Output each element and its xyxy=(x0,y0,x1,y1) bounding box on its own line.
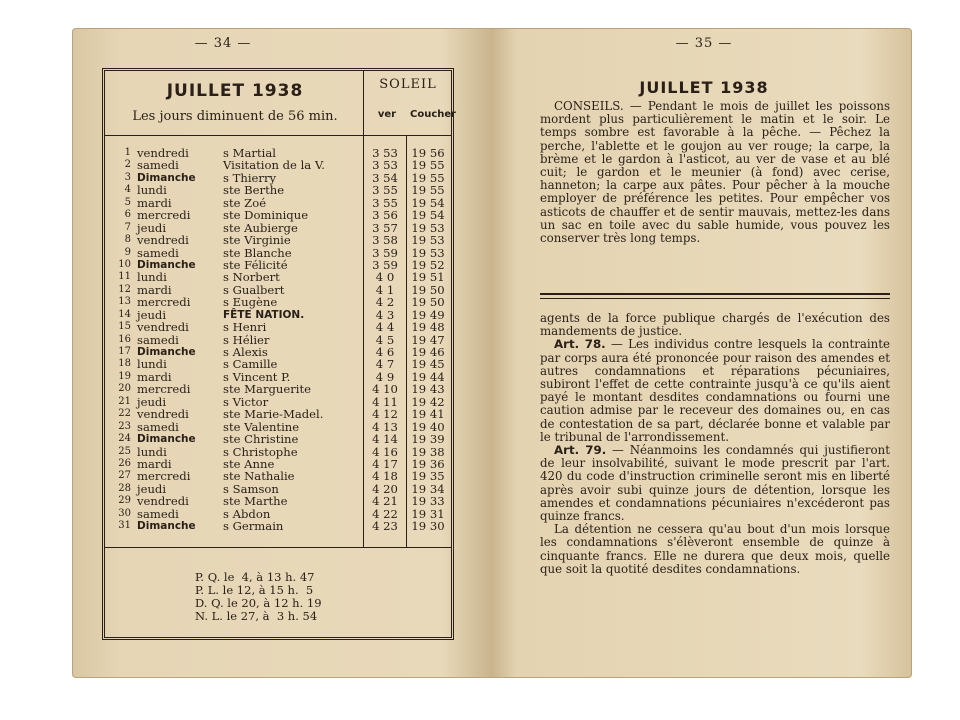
day-number: 6 xyxy=(124,209,131,221)
article-79 xyxy=(540,444,890,523)
day-number: 14 xyxy=(118,308,131,320)
sunset-time: 19 43 xyxy=(411,382,445,397)
weekday: mardi xyxy=(137,195,172,210)
sunset-time: 19 38 xyxy=(411,444,445,459)
sunrise-time: 3 58 xyxy=(372,233,398,248)
day-number: 1 xyxy=(124,147,131,158)
sunrise-time: 3 59 xyxy=(372,245,398,260)
sunrise-time: 4 3 xyxy=(375,307,395,322)
saint-name: ste Marthe xyxy=(223,494,288,509)
sunset-time: 19 44 xyxy=(411,369,445,384)
calendar-row xyxy=(105,470,451,482)
sunset-time: 19 48 xyxy=(411,320,445,335)
day-number: 19 xyxy=(118,370,131,382)
saint-name: s Abdon xyxy=(223,506,271,521)
weekday: Dimanche xyxy=(137,258,196,271)
saint-name: Visitation de la V. xyxy=(223,158,325,173)
sunset-time: 19 50 xyxy=(411,295,445,310)
day-number: 7 xyxy=(124,221,131,233)
calendar-row xyxy=(105,520,451,532)
conseils-block xyxy=(540,100,890,245)
saint-name: s Norbert xyxy=(223,270,280,285)
day-number: 8 xyxy=(124,234,131,246)
day-number: 17 xyxy=(118,346,131,357)
sunrise-time: 4 1 xyxy=(375,282,395,297)
saint-name: ste Félicité xyxy=(223,257,288,272)
sunrise-time: 4 5 xyxy=(375,332,395,347)
right-title: JUILLET 1938 xyxy=(639,78,769,97)
sunset-time: 19 55 xyxy=(411,170,445,185)
calendar-row xyxy=(105,408,451,420)
day-number: 11 xyxy=(118,271,131,283)
sunset-time: 19 52 xyxy=(411,257,445,272)
day-number: 28 xyxy=(118,482,131,494)
soleil-label: SOLEIL xyxy=(379,77,437,92)
saint-name: s Germain xyxy=(223,519,284,534)
day-number: 13 xyxy=(118,296,131,308)
day-number: 9 xyxy=(124,246,131,258)
sunrise-time: 4 2 xyxy=(375,295,395,310)
sunset-time: 19 31 xyxy=(411,506,445,521)
saint-name: FÊTE NATION. xyxy=(223,308,305,321)
art79-label: Art. 79. xyxy=(554,443,607,458)
sunrise-time: 4 4 xyxy=(375,320,395,335)
saint-name: ste Virginie xyxy=(223,233,291,248)
weekday: vendredi xyxy=(137,146,189,160)
weekday: mardi xyxy=(137,282,172,297)
saint-name: ste Nathalie xyxy=(223,469,295,484)
saint-name: ste Valentine xyxy=(223,419,300,434)
day-number: 22 xyxy=(118,408,131,420)
calendar-row xyxy=(105,234,451,246)
calendar-row xyxy=(105,159,451,171)
day-number: 16 xyxy=(118,333,131,345)
weekday: jeudi xyxy=(137,481,167,496)
weekday: samedi xyxy=(137,332,179,347)
sunset-time: 19 42 xyxy=(411,394,445,409)
sunset-time: 19 56 xyxy=(411,146,445,160)
sunrise-time: 4 10 xyxy=(372,382,398,397)
weekday: vendredi xyxy=(137,320,189,335)
day-length-note: Les jours diminuent de 56 min. xyxy=(132,109,338,124)
day-number: 15 xyxy=(118,321,131,333)
sunset-time: 19 54 xyxy=(411,208,445,223)
sunrise-time: 4 16 xyxy=(372,444,398,459)
sun-header xyxy=(363,71,457,135)
weekday: Dimanche xyxy=(137,346,196,358)
sunset-time: 19 53 xyxy=(411,233,445,248)
sunset-time: 19 46 xyxy=(411,345,445,359)
page-number-left: — 34 — xyxy=(194,36,252,51)
moon-phase-line: N. L. le 27, à 3 h. 54 xyxy=(195,609,318,623)
weekday: mercredi xyxy=(137,469,191,484)
calendar-row xyxy=(105,334,451,346)
sunrise-time: 4 14 xyxy=(372,432,398,447)
final-paragraph: La détention ne cessera qu'au bout d'un mois lorsque les condamnations s'élèveront ensemble de quinze à cinquante francs. Elle ne durera que deux mois, quelle que soit la quotité desdites condamnations. xyxy=(540,522,890,576)
saint-name: ste Blanche xyxy=(223,245,292,260)
day-number: 25 xyxy=(118,445,131,457)
sunrise-time: 3 59 xyxy=(372,257,398,272)
sunrise-time: 3 53 xyxy=(372,146,398,160)
sunset-time: 19 40 xyxy=(411,419,445,434)
day-number: 10 xyxy=(118,258,131,270)
sunset-time: 19 36 xyxy=(411,456,445,471)
calendar-row xyxy=(105,358,451,370)
weekday: lundi xyxy=(137,357,167,372)
saint-name: ste Dominique xyxy=(223,208,309,223)
sunrise-time: 4 12 xyxy=(372,407,398,422)
calendar-row xyxy=(105,383,451,395)
saint-name: s Victor xyxy=(223,394,269,409)
sunset-time: 19 34 xyxy=(411,481,445,496)
weekday: jeudi xyxy=(137,394,167,409)
sunset-time: 19 55 xyxy=(411,158,445,173)
saint-name: s Hélier xyxy=(223,332,270,347)
weekday: lundi xyxy=(137,183,167,198)
weekday: jeudi xyxy=(137,307,167,322)
weekday: Dimanche xyxy=(137,433,196,446)
weekday: samedi xyxy=(137,245,179,260)
saint-name: s Eugène xyxy=(223,295,278,310)
sunrise-time: 3 57 xyxy=(372,220,398,235)
page-number-right: — 35 — xyxy=(675,36,733,51)
day-number: 24 xyxy=(118,433,131,445)
day-number: 18 xyxy=(118,358,131,370)
weekday: jeudi xyxy=(137,220,167,235)
sunrise-time: 4 21 xyxy=(372,494,398,509)
open-almanac xyxy=(72,28,912,678)
sunset-time: 19 41 xyxy=(411,407,445,422)
saint-name: s Martial xyxy=(223,146,276,160)
art78-label: Art. 78. xyxy=(554,337,606,352)
sunset-time: 19 33 xyxy=(411,494,445,509)
art79-text: — Néanmoins les condamnés qui justifieront de leur insolvabilité, suivant le mode prescrit par l'art. 420 du code d'instruction criminelle seront mis en liberté après avoir subi quinze jours de détention, lorsque les amendes et condamnations pécuniaires n'excéderont pas quinze francs. xyxy=(540,443,890,524)
sunrise-time: 4 0 xyxy=(375,270,395,285)
day-number: 29 xyxy=(118,495,131,507)
lever-label: ver xyxy=(377,109,397,120)
weekday: vendredi xyxy=(137,494,189,509)
sunset-time: 19 30 xyxy=(411,519,445,534)
sunrise-time: 3 55 xyxy=(372,183,398,198)
weekday: Dimanche xyxy=(137,520,196,533)
sunrise-time: 4 6 xyxy=(375,345,395,359)
sunrise-time: 3 56 xyxy=(372,208,398,223)
art78-text: — Les individus contre lesquels la contrainte par corps aura été prononcée pour raison des amendes et autres condamnations et réparations pécuniaires, subiront l'effet de cette contrainte jusqu'à ce qu'ils aient payé le montant desdites condamnations ou fourni une caution admise par le receveur des domaines ou, en cas de contestation de sa part, déclarée bonne et valable par le tribunal de l'arrondissement. xyxy=(540,337,890,444)
saint-name: s Christophe xyxy=(223,444,298,459)
calendar-row xyxy=(105,296,451,308)
weekday: Dimanche xyxy=(137,171,196,184)
saint-name: ste Christine xyxy=(223,432,299,447)
right-page xyxy=(496,28,912,678)
day-number: 12 xyxy=(118,283,131,295)
moon-phases xyxy=(195,571,395,623)
sunset-time: 19 55 xyxy=(411,183,445,198)
article-78 xyxy=(540,338,890,444)
conseils-text: CONSEILS. — Pendant le mois de juillet les poissons mordent plus particulièrement le matin et le soir. Le temps sombre est favorable à la pêche. — Pêchez la perche, l'ablette et le goujon au ver rouge; la carpe, la brème et le gardon à l'asticot, au ver de vase et au blé cuit; le gardon et le meunier (à fond) avec cerise, hanneton; la carpe aux pâtes. Pour pêcher à la mouche employer de préférence les petites. Pour empêcher vos asticots de chauffer et de sentir mauvais, mettez-les dans un sac en toile avec du sable humide, vous pouvez les conserver très long temps. xyxy=(540,99,890,246)
sunrise-time: 4 9 xyxy=(375,369,395,384)
weekday: mercredi xyxy=(137,208,191,223)
moon-phase-line: P. L. le 12, à 15 h. 5 xyxy=(195,583,314,597)
day-number: 3 xyxy=(124,171,131,183)
calendar-row xyxy=(105,209,451,221)
saint-name: ste Zoé xyxy=(223,195,267,210)
calendar-row xyxy=(105,271,451,283)
saint-name: ste Marguerite xyxy=(223,382,312,397)
weekday: mardi xyxy=(137,456,172,471)
sunset-time: 19 53 xyxy=(411,245,445,260)
moon-phase-line: D. Q. le 20, à 12 h. 19 xyxy=(195,596,322,610)
intro-text: agents de la force publique chargés de l'exécution des mandements de justice. xyxy=(540,311,890,339)
weekday: samedi xyxy=(137,506,179,521)
sunset-time: 19 51 xyxy=(411,270,445,285)
saint-name: s Thierry xyxy=(223,170,277,185)
weekday: vendredi xyxy=(137,407,189,422)
coucher-label: Coucher xyxy=(410,109,457,120)
calendar-row xyxy=(105,321,451,333)
sunset-time: 19 45 xyxy=(411,357,445,372)
weekday: vendredi xyxy=(137,233,189,248)
sunset-time: 19 47 xyxy=(411,332,445,347)
day-number: 2 xyxy=(124,159,131,171)
sunrise-time: 3 53 xyxy=(372,158,398,173)
saint-name: s Henri xyxy=(223,320,267,335)
weekday: mardi xyxy=(137,369,172,384)
day-number: 4 xyxy=(124,184,131,196)
day-number: 31 xyxy=(118,520,131,532)
calendar-rows xyxy=(105,147,451,533)
saint-name: ste Berthe xyxy=(223,183,285,198)
day-number: 23 xyxy=(118,420,131,432)
weekday: mercredi xyxy=(137,295,191,310)
weekday: samedi xyxy=(137,419,179,434)
sunrise-time: 3 54 xyxy=(372,170,398,185)
day-number: 30 xyxy=(118,507,131,519)
month-title: JUILLET 1938 xyxy=(166,81,304,101)
saint-name: s Camille xyxy=(223,357,278,372)
day-number: 27 xyxy=(118,470,131,482)
weekday: lundi xyxy=(137,270,167,285)
sunrise-time: 4 18 xyxy=(372,469,398,484)
sunrise-time: 4 13 xyxy=(372,419,398,434)
saint-name: s Alexis xyxy=(223,345,268,359)
header-divider xyxy=(105,135,451,136)
calendar-row xyxy=(105,495,451,507)
saint-name: s Samson xyxy=(223,481,279,496)
saint-name: s Vincent P. xyxy=(223,369,291,384)
left-page xyxy=(72,28,494,678)
sunrise-time: 4 23 xyxy=(372,519,398,534)
sunset-time: 19 50 xyxy=(411,282,445,297)
legal-text xyxy=(540,312,890,576)
saint-name: s Gualbert xyxy=(223,282,285,297)
sunrise-time: 4 22 xyxy=(372,506,398,521)
day-number: 20 xyxy=(118,383,131,395)
weekday: samedi xyxy=(137,158,179,173)
saint-name: ste Anne xyxy=(223,456,275,471)
section-rule-thin xyxy=(540,298,890,299)
sunrise-time: 3 55 xyxy=(372,195,398,210)
calendar-row xyxy=(105,433,451,445)
weekday: lundi xyxy=(137,444,167,459)
sunset-time: 19 39 xyxy=(411,432,445,447)
sunset-time: 19 54 xyxy=(411,195,445,210)
moon-phase-line: P. Q. le 4, à 13 h. 47 xyxy=(195,570,315,584)
sunrise-time: 4 11 xyxy=(372,394,398,409)
sunrise-time: 4 17 xyxy=(372,456,398,471)
calendar-frame xyxy=(102,68,457,640)
day-number: 5 xyxy=(124,196,131,208)
day-number: 26 xyxy=(118,457,131,469)
sunset-time: 19 35 xyxy=(411,469,445,484)
sunset-time: 19 53 xyxy=(411,220,445,235)
saint-name: ste Marie-Madel. xyxy=(223,407,324,422)
weekday: mercredi xyxy=(137,382,191,397)
saint-name: ste Aubierge xyxy=(223,220,298,235)
section-rule-thick xyxy=(540,293,890,295)
sunset-time: 19 49 xyxy=(411,307,445,322)
footer-divider xyxy=(105,547,451,548)
sunrise-time: 4 7 xyxy=(375,357,395,372)
calendar-row xyxy=(105,184,451,196)
sunrise-time: 4 20 xyxy=(372,481,398,496)
day-number: 21 xyxy=(118,395,131,407)
